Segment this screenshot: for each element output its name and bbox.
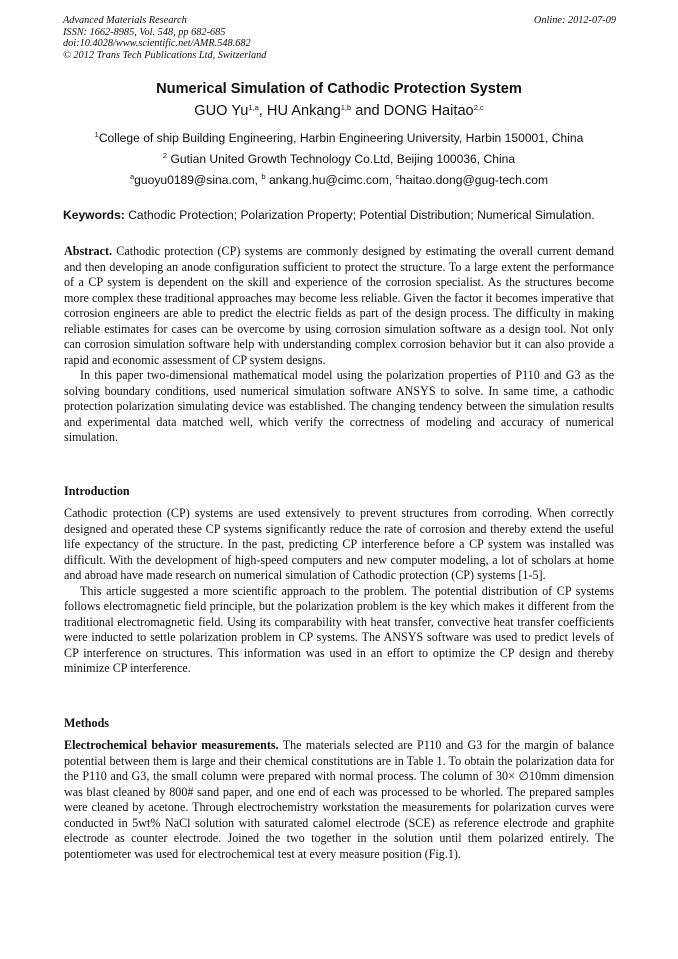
- email-sup: b: [261, 172, 266, 181]
- introduction-section: [64, 506, 614, 677]
- introduction-paragraph-2: This article suggested a more scientific approach to the problem. The potential distribution of CP systems follows electromagnetic field principle, but the polarization problem is the key which makes it different from the traditional electromagnetic field. Using its comparability with heat transfer, convective heat transfer coefficients were inducted to settle polarization problem in CP systems. The ANSYS software was used to predict levels of CP interference on structures. This information was used in an effort to optimize the CP design and thereby minimize CP interference.: [64, 583, 614, 675]
- abstract-section: [64, 244, 614, 446]
- methods-heading: Methods: [64, 716, 110, 730]
- affiliation-text: College of ship Building Engineering, Harbin Engineering University, Harbin 150001, China: [98, 131, 584, 145]
- affiliation-sup: 1: [94, 130, 99, 139]
- journal-name: Advanced Materials Research: [63, 15, 187, 26]
- affiliation-2: [0, 152, 678, 166]
- author-name: DONG Haitao: [383, 103, 474, 119]
- author-name: GUO Yu: [194, 103, 249, 119]
- copyright-line: © 2012 Trans Tech Publications Ltd, Switzerland: [63, 49, 267, 61]
- journal-header: [63, 15, 266, 61]
- author-and: and: [355, 103, 380, 119]
- email-link[interactable]: guoyu0189@sina.com,: [134, 173, 259, 187]
- author-sup: 1,b: [340, 103, 352, 112]
- email-line: [0, 173, 678, 187]
- author-sup: 2,c: [473, 103, 484, 112]
- affiliation-text: Gutian United Growth Technology Co.Ltd, Beijing 100036, China: [170, 152, 516, 166]
- abstract-paragraph-2: In this paper two-dimensional mathematical model using the polarization properties of P110 and G3 as the solving boundary conditions, used numerical simulation software ANSYS to solve. In same time, a cathodic protection polarization simulating device was established. The changing tendency between the simulation results and experimental data matched well, which verify the correctness of modeling and accuracy of numerical simulation.: [64, 368, 614, 444]
- methods-lead: Electrochemical behavior measurements.: [64, 738, 279, 752]
- affiliation-sup: 2: [162, 151, 168, 160]
- keywords: [63, 208, 623, 222]
- email-link[interactable]: haitao.dong@gug-tech.com: [399, 173, 549, 187]
- affiliation-1: [0, 131, 678, 145]
- abstract-paragraph-1: [64, 244, 614, 368]
- doi-line: doi:10.4028/www.scientific.net/AMR.548.682: [63, 38, 251, 50]
- abstract-label: Abstract.: [64, 244, 113, 258]
- methods-text-1: The materials selected are P110 and G3 for the margin of balance potential between them is large and their chemical constitutions are in Table 1. To obtain the polarization data for the P110 and G3, the small column were prepared with normal process. The column of 30× ∅10mm dimension was blast cleaned by 800# sand paper, and one end of each was processed to be whorled. The prepared samples were cleaned by acetone. Through electrochemistry workstation the measurements for polarization curves were conducted in 5wt% NaCl solution with saturated calomel electrode (SCE) as reference electrode and graphite electrode as counter electrode. Joined the two together in the solution until them polarized entirely. The potentiometer was used for electrochemical test at every measure position (Fig.1).: [64, 738, 614, 861]
- methods-paragraph-1: [64, 738, 614, 862]
- online-date: Online: 2012-07-09: [533, 15, 616, 26]
- keywords-text: Cathodic Protection; Polarization Property; Potential Distribution; Numerical Simulation.: [128, 208, 595, 222]
- email-sup: c: [395, 172, 400, 181]
- email-sup: a: [129, 172, 135, 181]
- introduction-paragraph-1: Cathodic protection (CP) systems are used extensively to prevent structures from corroding. When correctly designed and operated these CP systems significantly reduce the rate of corrosion and thereby extend the useful life expectancy of the structure. In the past, predicting CP interference before a CP system was installed was difficult. With the development of high-speed computers and new computer modeling, a lot of scholars at home and abroad have made research on numerical simulation of Cathodic protection (CP) systems [1-5].: [64, 506, 614, 582]
- methods-section: [64, 738, 614, 862]
- author-line: GUO Yu$^{1,a}$, HU Ankang$^{1,b}$ and DONG Haitao$^{2,c}$: [194, 103, 484, 119]
- abstract-text-1: Cathodic protection (CP) systems are commonly designed by estimating the overall current demand and then developing an anode configuration sufficient to protect the structure. To a large extent the performance of a CP system is dependent on the skill and experience of the corrosion specialist. As the structures become more complex these traditional approaches may become less reliable. Given the factor it becomes imperative that corrosion engineers are able to predict the electric fields as part of the design process. The difficulty in making reliable estimates for cases can be overcome by using corrosion simulation software as a design tool. Not only can corrosion simulation software help with understanding complex corrosion behavior but it can also provide a rapid and economic assessment of CP system designs.: [64, 244, 614, 367]
- issn-line: ISSN: 1662-8985, Vol. 548, pp 682-685: [63, 26, 226, 38]
- keywords-label: Keywords:: [63, 208, 125, 222]
- introduction-heading: Introduction: [64, 484, 130, 498]
- author-name: HU Ankang: [266, 103, 341, 119]
- author-sup: 1,a: [248, 103, 259, 112]
- paper-title: Numerical Simulation of Cathodic Protection System: [156, 81, 522, 97]
- email-link[interactable]: ankang.hu@cimc.com,: [268, 173, 393, 187]
